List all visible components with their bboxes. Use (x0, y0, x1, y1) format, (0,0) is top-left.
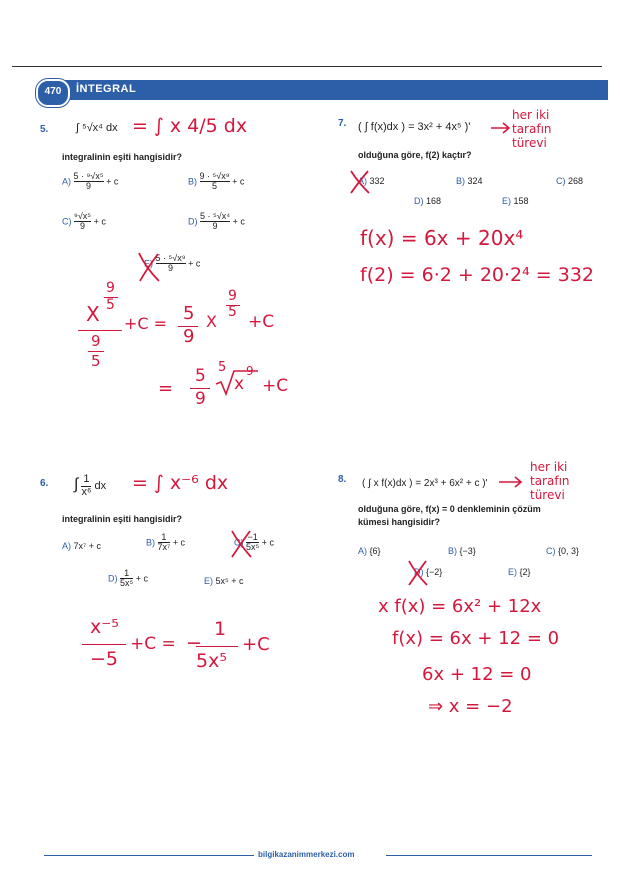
q6-hand-neg: − (186, 632, 202, 654)
option-value: {−3} (459, 546, 476, 556)
q8-option-e[interactable] (508, 567, 531, 577)
q5-hand-exp-bot: 5 (106, 297, 115, 313)
q5-hand-exp2-bot: 5 (228, 304, 237, 320)
option-label: D) (108, 573, 118, 584)
option-fraction: $\frac{\text{9 · ⁵√x⁹}}{5}$ (199, 171, 230, 192)
option-label: D) (414, 567, 424, 577)
note-line: her iki (512, 108, 550, 122)
page-title: İNTEGRAL (76, 83, 137, 95)
q7-option-d[interactable] (414, 196, 441, 206)
option-label: A) (358, 546, 367, 556)
option-tail: + c (232, 216, 245, 227)
q6-hand-num: x⁻⁵ (90, 616, 119, 638)
q5-answer-cross-mark (136, 250, 162, 284)
option-value: 268 (568, 176, 584, 186)
q8-hand-note (530, 460, 570, 502)
q5-hand-last-num: 5 (195, 366, 206, 386)
q5-hand-root-exp: 9 (246, 364, 254, 378)
option-tail: + c (188, 258, 201, 269)
q6-hand-den2: 5x⁵ (196, 650, 227, 672)
q8-number: 8. (338, 474, 347, 485)
option-label: C) (234, 537, 244, 548)
q8-prompt-line2: kümesi hangisidir? (358, 517, 441, 527)
option-tail: + c (261, 537, 275, 548)
option-fraction: $\frac{\text{5 · ⁹√x⁵}}{9}$ (73, 171, 104, 192)
q6-option-b[interactable] (146, 533, 185, 553)
q8-hand-line1: x f(x) = 6x² + 12x (378, 596, 542, 617)
q7-option-b[interactable] (456, 176, 483, 186)
q6-prompt: integralinin eşiti hangisidir? (62, 514, 183, 524)
q6-hand-tail: +C (242, 634, 270, 655)
q5-hand-root-index: 5 (218, 360, 227, 375)
option-value: 158 (513, 196, 529, 206)
option-fraction: $\frac{\text{⁹√x⁵}}{9}$ (74, 211, 92, 232)
option-label: B) (188, 176, 197, 187)
integral-sign: ∫ (74, 475, 79, 493)
option-label: E) (204, 576, 213, 586)
option-fraction: $\frac{\text{5 · ⁵√x⁹}}{9}$ (155, 253, 186, 274)
option-label: B) (146, 537, 155, 548)
q7-given: ( ∫ f(x)dx ) = 3x² + 4x⁵ )' (358, 121, 471, 133)
q5-hand-den-top: 9 (91, 332, 101, 350)
q7-arrow (490, 122, 512, 134)
q5-hand-last-eq: = (158, 378, 174, 399)
option-value: {6} (369, 546, 381, 556)
q7-hand-note (512, 108, 552, 150)
q8-prompt-line1: olduğuna göre, f(x) = 0 denkleminin çözüm (358, 504, 541, 514)
option-label: C) (546, 546, 556, 556)
option-tail: + c (135, 573, 149, 584)
option-value: 324 (467, 176, 483, 186)
q5-option-a[interactable] (62, 172, 118, 192)
q5-hand-tail: +C (248, 312, 275, 332)
q8-hand-line3: 6x + 12 = 0 (422, 664, 532, 685)
q8-option-b[interactable] (448, 546, 476, 556)
q5-hand-frac-den: 9 (183, 326, 195, 347)
q5-hand-last-den: 9 (195, 389, 206, 409)
q5-hand-mid: +C = (124, 314, 168, 333)
q7-prompt: olduğuna göre, f(2) kaçtır? (358, 150, 472, 160)
q6-answer-cross-mark (228, 528, 254, 560)
page-number: 470 (44, 86, 62, 97)
option-label: A) (62, 176, 71, 187)
option-label: A) (358, 176, 367, 186)
q5-hand-root-body: x (234, 374, 245, 394)
option-value: 332 (369, 176, 385, 186)
option-value: 5x⁵ + c (215, 576, 244, 586)
option-tail: + c (106, 176, 119, 187)
q6-option-a[interactable] (62, 541, 101, 551)
q6-hand-mid: +C = (130, 634, 176, 654)
q5-hand-last-tail: +C (262, 376, 289, 396)
q6-option-d[interactable] (108, 569, 148, 589)
option-label: E) (508, 567, 517, 577)
q5-hand-big-rule (78, 330, 122, 331)
q8-hand-line2: f(x) = 6x + 12 = 0 (392, 628, 560, 649)
q8-hand-line4: ⇒ x = −2 (428, 696, 513, 717)
q6-integral (74, 474, 106, 498)
q5-hand-frac-num: 5 (183, 303, 195, 324)
option-value: 168 (426, 196, 442, 206)
option-label: C) (62, 216, 72, 227)
option-label: B) (456, 176, 465, 186)
option-label: E) (144, 258, 153, 269)
q5-option-c[interactable] (62, 212, 106, 232)
q6-number: 6. (40, 478, 49, 489)
option-value: 7x⁷ + c (73, 541, 102, 551)
option-value: {0, 3} (558, 546, 580, 556)
q5-hand-exp2-top: 9 (228, 288, 237, 304)
integral-fraction: $\frac{1}{\text{x⁶}}$ (81, 473, 92, 498)
q5-option-b[interactable] (188, 172, 244, 192)
q5-hand-x: X (206, 312, 217, 331)
q8-option-a[interactable] (358, 546, 381, 556)
option-value: {−2} (426, 567, 443, 577)
q5-hand-line1: = ∫ x 4/5 dx (132, 115, 248, 137)
q5-hand-exp-top: 9 (106, 280, 115, 296)
q5-hand-big-num: X (86, 302, 100, 326)
option-label: B) (448, 546, 457, 556)
option-label: D) (414, 196, 424, 206)
footer-rule-right (386, 855, 592, 856)
note-line: türevi (530, 488, 565, 502)
q7-option-c[interactable] (556, 176, 583, 186)
q5-option-d[interactable] (188, 212, 245, 232)
note-line: tarafın (512, 122, 552, 136)
q8-answer-cross-mark (406, 558, 430, 588)
option-fraction: $\frac{1}{\text{7x⁷}}$ (157, 532, 171, 553)
header-bar (58, 80, 608, 100)
q6-hand-den: −5 (90, 648, 119, 670)
option-label: C) (556, 176, 566, 186)
footer-rule-left (44, 855, 254, 856)
q5-integral: ∫ ⁵√x⁴ dx (76, 122, 118, 134)
option-value: {2} (519, 567, 531, 577)
integral-dx: dx (94, 479, 107, 492)
footer-website: bilgikazanimmerkezi.com (258, 850, 355, 859)
option-label: E) (502, 196, 511, 206)
option-tail: + c (232, 176, 245, 187)
q8-arrow (498, 476, 524, 488)
option-fraction: $\frac{\text{5 · ⁵√x⁴}}{9}$ (200, 211, 231, 232)
q5-prompt: integralinin eşiti hangisidir? (62, 152, 183, 162)
q6-hand-rule (82, 644, 126, 645)
q5-number: 5. (40, 124, 49, 135)
option-fraction: $\frac{-1}{\text{5x⁵}}$ (246, 532, 260, 553)
option-tail: + c (172, 537, 186, 548)
q5-hand-den-bot: 5 (91, 352, 101, 370)
q7-hand-line1: f(x) = 6x + 20x⁴ (360, 226, 524, 250)
q6-hand-num2: 1 (214, 618, 227, 640)
option-fraction: $\frac{1}{\text{5x⁵}}$ (120, 568, 134, 589)
note-line: her iki (530, 460, 568, 474)
q7-answer-cross-mark (348, 168, 372, 196)
option-tail: + c (93, 216, 106, 227)
note-line: tarafın (530, 474, 570, 488)
note-line: türevi (512, 136, 547, 150)
q7-hand-line2: f(2) = 6·2 + 20·2⁴ = 332 (360, 264, 595, 286)
q6-option-e[interactable] (204, 576, 244, 586)
q8-option-c[interactable] (546, 546, 579, 556)
q7-option-e[interactable] (502, 196, 529, 206)
q8-given: ( ∫ x f(x)dx ) = 2x³ + 6x² + c )' (362, 478, 488, 489)
option-label: A) (62, 541, 71, 551)
q6-hand-line1: = ∫ x⁻⁶ dx (132, 472, 229, 494)
q7-number: 7. (338, 118, 347, 129)
option-label: D) (188, 216, 198, 227)
header-top-rule (12, 66, 602, 67)
q6-hand-rule2 (196, 646, 238, 647)
